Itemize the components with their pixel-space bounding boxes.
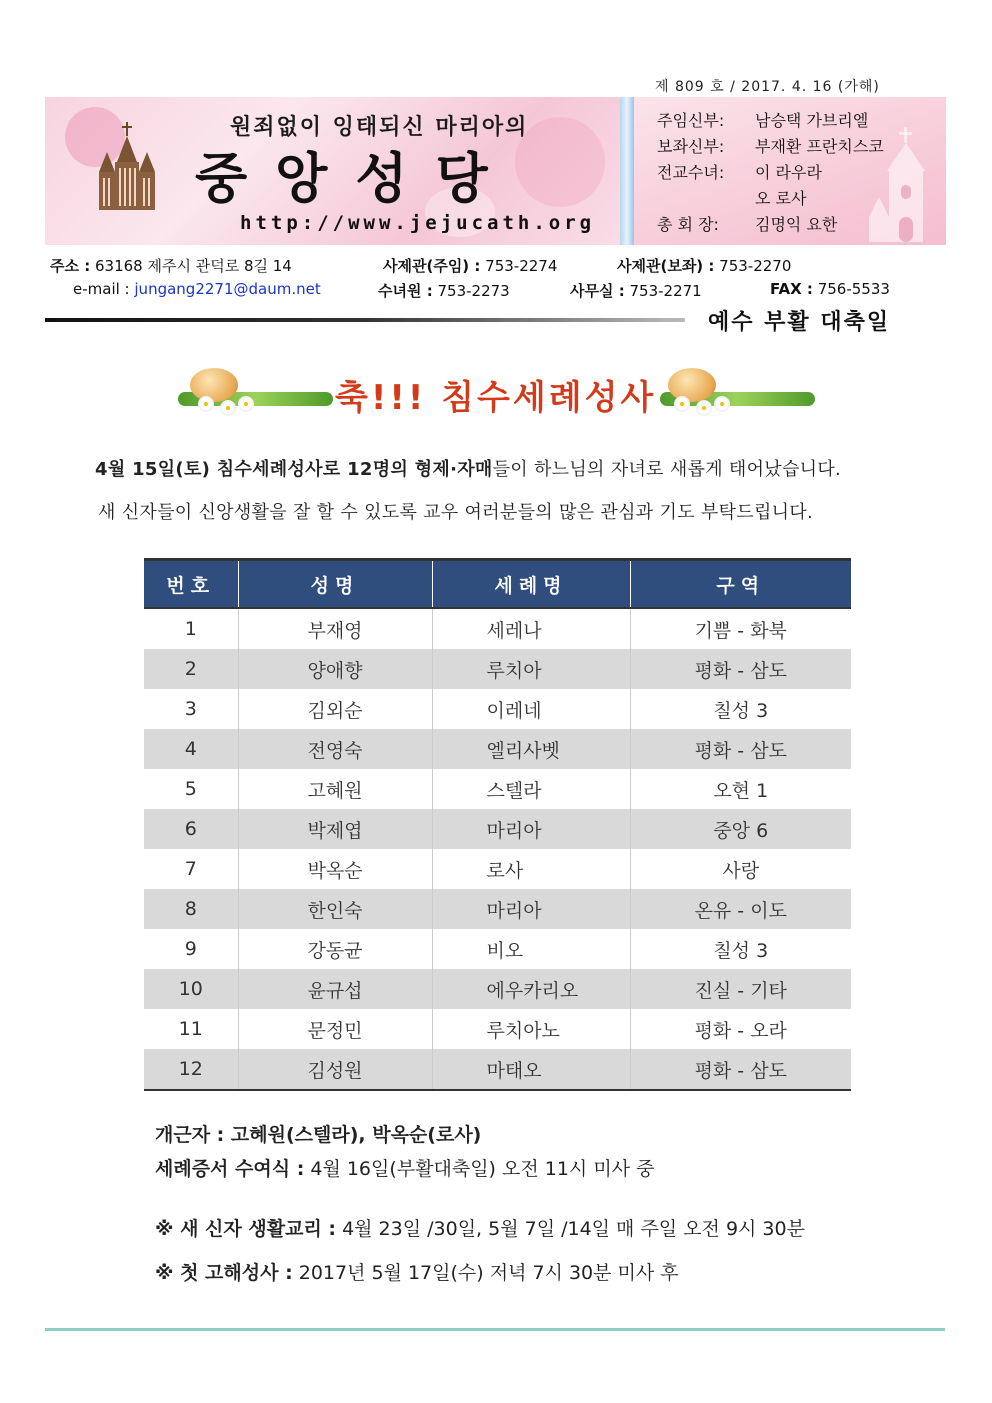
cell-baptismal-name: 비오 <box>432 929 630 969</box>
sponsors: 개근자 : 고혜원(스텔라), 박옥순(로사) <box>155 1124 482 1146</box>
contact-line-1 <box>50 255 292 276</box>
header-rule <box>45 318 685 322</box>
cell-name: 고혜원 <box>238 769 432 809</box>
cathedral-icon <box>95 122 165 212</box>
table-row <box>144 608 851 649</box>
cell-district: 진실 - 기타 <box>630 969 851 1009</box>
cell-name: 김성원 <box>238 1049 432 1090</box>
cell-name: 양애향 <box>238 649 432 689</box>
cell-number: 12 <box>144 1049 238 1090</box>
cell-name: 문정민 <box>238 1009 432 1049</box>
cell-number: 8 <box>144 889 238 929</box>
table-row <box>144 929 851 969</box>
cell-number: 6 <box>144 809 238 849</box>
table-row <box>144 809 851 849</box>
cell-number: 3 <box>144 689 238 729</box>
cell-number: 9 <box>144 929 238 969</box>
address: 63168 제주시 관덕로 8길 14 <box>94 257 292 275</box>
email-line: e-mail : jungang2271@daum.net <box>73 280 321 298</box>
header-name: 성명 <box>238 560 432 609</box>
cell-district: 중앙 6 <box>630 809 851 849</box>
flower-icon <box>698 402 710 414</box>
cell-name: 박옥순 <box>238 849 432 889</box>
cell-name: 박제엽 <box>238 809 432 849</box>
office: 사무실 : 753-2271 <box>570 282 702 300</box>
cell-district: 사랑 <box>722 859 760 882</box>
certificate-ceremony: 세례증서 수여식 : 4월 16일(부활대축일) 오전 11시 미사 중 <box>155 1158 655 1180</box>
flower-icon <box>200 398 212 410</box>
rectory-assistant: 사제관(보좌) : 753-2270 <box>617 257 792 275</box>
cell-district: 기쁨 - 화북 <box>694 619 787 642</box>
cell-name: 윤규섭 <box>238 969 432 1009</box>
table-row <box>144 689 851 729</box>
cell-baptismal-name: 루치아 <box>432 649 630 689</box>
header-number: 번호 <box>144 560 238 609</box>
cell-number: 10 <box>144 969 238 1009</box>
cell-district: 온유 - 이도 <box>630 889 851 929</box>
flower-icon <box>676 398 688 410</box>
cell-district: 평화 - 삼도 <box>630 1049 851 1090</box>
table-row <box>144 849 851 889</box>
table-row <box>144 1049 851 1090</box>
cell-number: 4 <box>144 729 238 769</box>
flower-icon <box>222 402 234 414</box>
cell-name: 부재영 <box>238 608 432 649</box>
address-label: 주소 : <box>50 257 91 275</box>
cell-baptismal-name: 에우카리오 <box>432 969 630 1009</box>
table-row <box>144 729 851 769</box>
cell-name: 전영숙 <box>238 729 432 769</box>
cell-baptismal-name: 마리아 <box>432 889 630 929</box>
cell-baptismal-name: 루치아노 <box>432 1009 630 1049</box>
issue-number: 제 809 호 / 2017. 4. 16 (가해) <box>655 79 880 95</box>
cell-number: 1 <box>144 608 238 649</box>
baptism-table <box>144 558 851 1091</box>
cell-district: 평화 - 삼도 <box>630 729 851 769</box>
table-header-row <box>144 560 851 609</box>
table-row <box>144 889 851 929</box>
intro-line-1: 4월 15일(토) 침수세례성사로 12명의 형제·자매들이 하느님의 자녀로 새롭게 태어났습니다. <box>95 459 842 480</box>
cell-baptismal-name: 이레네 <box>432 689 630 729</box>
cell-number: 7 <box>144 849 238 889</box>
cell-baptismal-name: 세레나 <box>432 608 630 649</box>
page-title: 축!!! 침수세례성사 <box>335 378 657 418</box>
clergy-list: 주임신부: 남승택 가브리엘 보좌신부: 부재환 프란치스코 전교수녀: 이 라우라 오 로사 총 회 장: 김명익 요한 <box>657 111 884 234</box>
cell-baptismal-name: 스텔라 <box>432 769 630 809</box>
cell-name: 강동균 <box>238 929 432 969</box>
cell-baptismal-name: 마리아 <box>432 809 630 849</box>
cell-district: 칠성 3 <box>713 939 769 962</box>
cell-name: 한인숙 <box>238 889 432 929</box>
table-row <box>144 1009 851 1049</box>
cell-district: 평화 - 삼도 <box>630 649 851 689</box>
easter-egg-icon <box>190 368 238 402</box>
banner-divider <box>620 97 634 245</box>
table-row <box>144 649 851 689</box>
catechism-note: ※ 새 신자 생활교리 : 4월 23일 /30일, 5월 7일 /14일 매 주일 오전 9시 30분 <box>155 1218 805 1240</box>
table-row <box>144 969 851 1009</box>
fax: FAX : 756-5533 <box>770 280 890 298</box>
email-link[interactable]: jungang2271@daum.net <box>134 280 321 298</box>
convent: 수녀원 : 753-2273 <box>378 282 510 300</box>
table-row <box>144 769 851 809</box>
cell-baptismal-name: 마태오 <box>432 1049 630 1090</box>
banner-subtitle: 원죄없이 잉태되신 마리아의 <box>230 115 529 140</box>
easter-egg-icon <box>668 368 716 402</box>
cell-number: 11 <box>144 1009 238 1049</box>
footer-rule <box>45 1328 945 1331</box>
cell-baptismal-name: 엘리사벳 <box>432 729 630 769</box>
intro-line-2: 새 신자들이 신앙생활을 잘 할 수 있도록 교우 여러분들의 많은 관심과 기도 부탁드립니다. <box>98 502 814 523</box>
flower-icon <box>240 398 252 410</box>
header-baptismal-name: 세례명 <box>432 560 630 609</box>
flower-icon <box>716 398 728 410</box>
cell-district: 칠성 3 <box>713 699 769 722</box>
cell-district: 오현 1 <box>713 779 769 802</box>
cell-name: 김외순 <box>238 689 432 729</box>
header-district: 구역 <box>630 560 851 609</box>
cell-district: 평화 - 오라 <box>694 1019 787 1042</box>
rectory-main: 사제관(주임) : 753-2274 <box>383 257 558 275</box>
confession-note: ※ 첫 고해성사 : 2017년 5월 17일(수) 저녁 7시 30분 미사 후 <box>155 1262 679 1284</box>
cell-baptismal-name: 로사 <box>432 849 630 889</box>
cell-number: 2 <box>144 649 238 689</box>
website-link[interactable]: http://www.jejucath.org <box>240 212 596 234</box>
church-name: 중앙성당 <box>195 147 516 210</box>
cell-number: 5 <box>144 769 238 809</box>
feast-title: 예수 부활 대축일 <box>708 310 891 335</box>
